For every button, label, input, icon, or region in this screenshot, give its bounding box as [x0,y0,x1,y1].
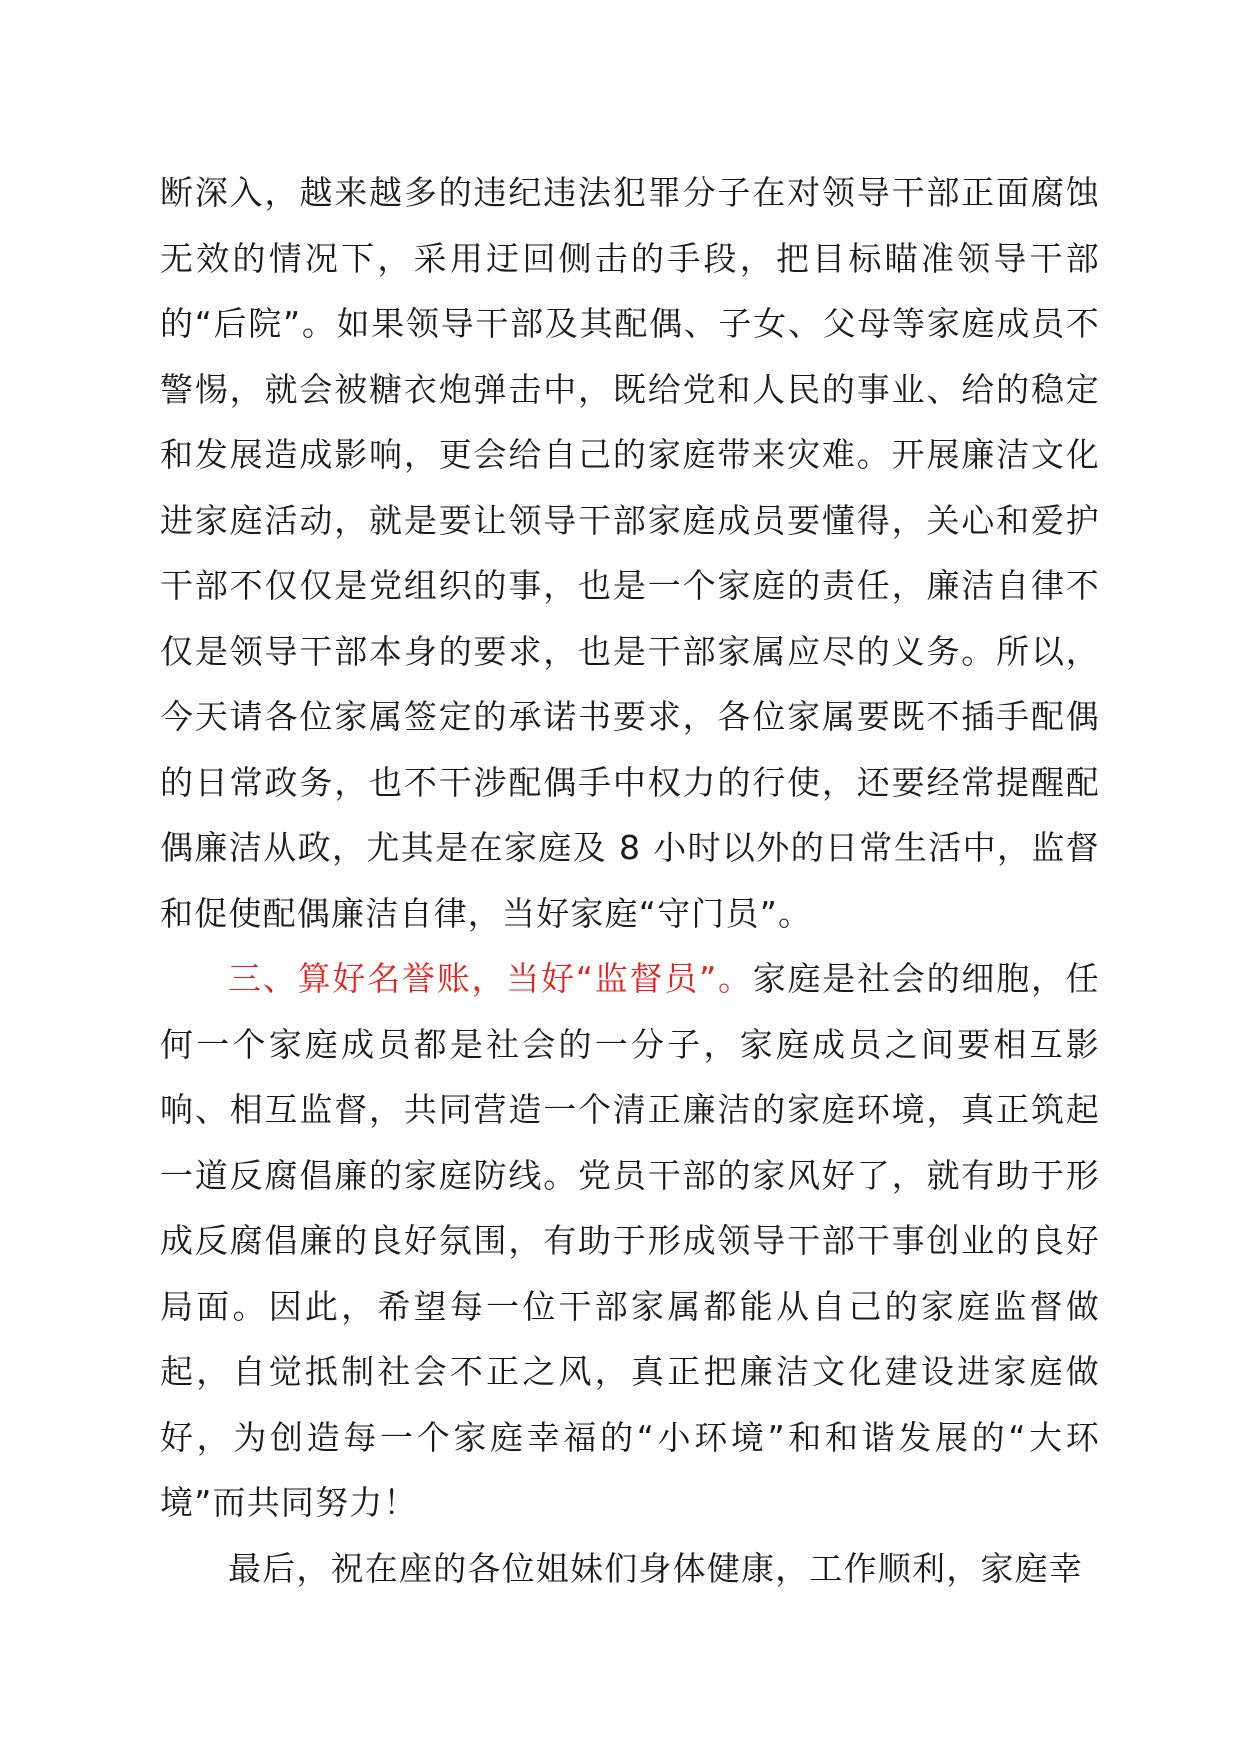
section-heading: 三、算好名誉账，当好“监督员”。 [228,959,753,998]
paragraph-text: 家庭是社会的细胞，任何一个家庭成员都是社会的一分子，家庭成员之间要相互影响、相互监督，共同营造一个清正廉洁的家庭环境，真正筑起一道反腐倡廉的家庭防线。党员干部的家风好了，就有助于形成反腐倡廉的良好氛围，有助于形成领导干部干事创业的良好局面。因此，希望每一位干部家属都能从自己的家庭监督做起，自觉抵制社会不正之风，真正把廉洁文化建设进家庭做好，为创造每一个家庭幸福的“小环境”和和谐发展的“大环境”而共同努力！ [160,959,1100,1522]
paragraph-closing [160,1536,1100,1602]
paragraph-text: 断深入，越来越多的违纪违法犯罪分子在对领导干部正面腐蚀无效的情况下，采用迂回侧击的手段，把目标瞄准领导干部的“后院”。如果领导干部及其配偶、子女、父母等家庭成员不警惕，就会被糖衣炮弹击中，既给党和人民的事业、给的稳定和发展造成影响，更会给自己的家庭带来灾难。开展廉洁文化进家庭活动，就是要让领导干部家庭成员要懂得，关心和爱护干部不仅仅是党组织的事，也是一个家庭的责任，廉洁自律不仅是领导干部本身的要求，也是干部家属应尽的义务。所以，今天请各位家属签定的承诺书要求，各位家属要既不插手配偶的日常政务，也不干涉配偶手中权力的行使，还要经常提醒配偶廉洁从政，尤其是在家庭及 8 小时以外的日常生活中，监督和促使配偶廉洁自律，当好家庭“守门员”。 [160,173,1100,933]
paragraph-section-three [160,946,1100,1536]
paragraph-text: 最后，祝在座的各位姐妹们身体健康，工作顺利，家庭幸 [228,1548,1083,1588]
document-body [160,160,1100,1601]
paragraph-continuation [160,160,1100,946]
